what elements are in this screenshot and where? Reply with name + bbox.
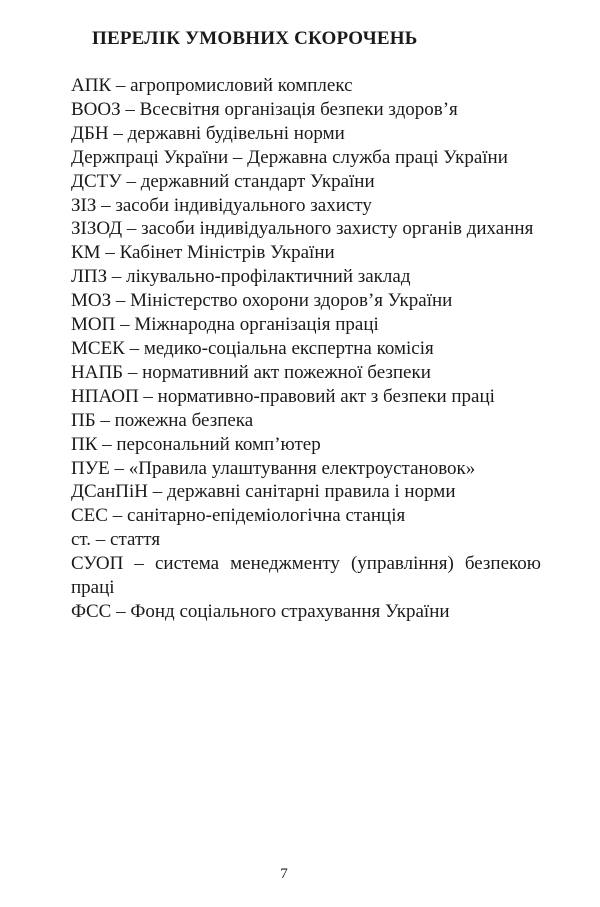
page-title: ПЕРЕЛІК УМОВНИХ СКОРОЧЕНЬ [92,28,418,49]
abbreviation-entry: Держпраці України – Державна служба праці України [71,146,508,168]
page-number: 7 [280,866,288,882]
abbreviation-entry: ЗІЗОД – засоби індивідуального захисту органів дихання [71,218,534,240]
abbreviation-entry: ЗІЗ – засоби індивідуального захисту [71,194,372,216]
abbreviation-entry: СУОП – система менеджменту (управління) безпекою праці [71,553,541,599]
abbreviation-entry: МОП – Міжнародна організація праці [71,314,379,336]
abbreviation-entry: ФСС – Фонд соціального страхування України [71,600,450,622]
abbreviation-entry: ПУЕ – «Правила улаштування електроустановок» [71,457,476,479]
abbreviation-entry: СЕС – санітарно-епідеміологічна станція [71,505,406,527]
abbreviation-entry: ПБ – пожежна безпека [71,409,254,431]
abbreviation-entry: КМ – Кабінет Міністрів України [71,242,335,264]
abbreviation-entry: ст. – стаття [71,529,161,551]
abbreviation-entry: ДБН – державні будівельні норми [71,122,345,144]
abbreviation-entry: МСЕК – медико-соціальна експертна комісія [71,337,434,359]
abbreviation-entry: ДСТУ – державний стандарт України [71,170,375,192]
abbreviation-entry: МОЗ – Міністерство охорони здоров’я України [71,290,453,312]
abbreviation-entry: НПАОП – нормативно-правовий акт з безпеки праці [71,385,495,407]
abbreviation-entry: ПК – персональний комп’ютер [71,433,321,455]
abbreviation-entry: НАПБ – нормативний акт пожежної безпеки [71,361,431,383]
abbreviation-entry: ЛПЗ – лікувально-профілактичний заклад [71,266,411,288]
abbreviation-entry: АПК – агропромисловий комплекс [71,75,353,96]
abbreviation-entry: ДСанПіН – державні санітарні правила і норми [71,481,456,503]
abbreviation-list [71,74,541,624]
abbreviation-entry: ВООЗ – Всесвітня організація безпеки здоров’я [71,98,458,120]
